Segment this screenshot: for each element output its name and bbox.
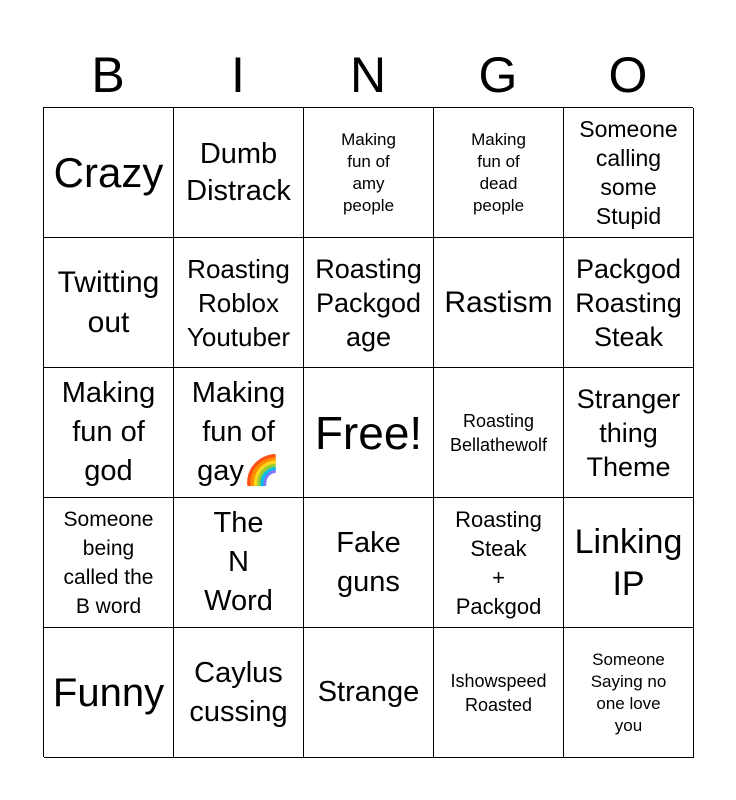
- cell-label: Fake guns: [336, 526, 401, 598]
- bingo-cell[interactable]: [434, 238, 564, 368]
- cell-label: Making fun of gay🌈: [191, 377, 286, 487]
- header-letter-g: G: [478, 47, 518, 103]
- bingo-cell[interactable]: [564, 238, 694, 368]
- cell-label: Making fun of dead people: [471, 129, 526, 215]
- cell-label: Roasting Roblox Youtuber: [186, 253, 291, 352]
- cell-label: Someone Saying no one love you: [590, 649, 667, 735]
- cell-label: Twitting out: [57, 265, 160, 339]
- bingo-cell[interactable]: [564, 498, 694, 628]
- bingo-cell[interactable]: [304, 108, 434, 238]
- cell-label: Roasting Steak + Packgod: [455, 506, 542, 619]
- bingo-cell[interactable]: [44, 108, 174, 238]
- cell-label: Making fun of god: [61, 377, 156, 487]
- bingo-cell[interactable]: [564, 628, 694, 758]
- header-letter-n: N: [349, 47, 387, 103]
- bingo-cell[interactable]: [434, 368, 564, 498]
- cell-label: Roasting Packgod age: [315, 253, 422, 352]
- cell-label: Linking IP: [574, 522, 683, 603]
- cell-label: Dumb Distrack: [186, 137, 291, 207]
- cell-label: Crazy: [53, 148, 164, 196]
- cell-label: Caylus cussing: [189, 656, 288, 728]
- cell-label: Someone calling some Stupid: [579, 115, 678, 229]
- bingo-cell[interactable]: [44, 368, 174, 498]
- bingo-header: [43, 42, 693, 108]
- header-letter-o: O: [608, 47, 648, 103]
- bingo-cell[interactable]: [44, 498, 174, 628]
- header-letter-i: I: [231, 47, 245, 103]
- bingo-cell[interactable]: [304, 238, 434, 368]
- bingo-cell[interactable]: [174, 108, 304, 238]
- bingo-cell[interactable]: [564, 108, 694, 238]
- bingo-cell[interactable]: [174, 238, 304, 368]
- bingo-cell[interactable]: [44, 628, 174, 758]
- free-space-label: Free!: [314, 406, 423, 459]
- cell-label: Someone being called the B word: [63, 507, 154, 618]
- cell-label: The N Word: [204, 507, 273, 617]
- cell-label: Strange: [317, 676, 420, 708]
- bingo-cell[interactable]: [304, 498, 434, 628]
- bingo-cell[interactable]: [174, 498, 304, 628]
- cell-label: Stranger thing Theme: [576, 383, 681, 482]
- bingo-card-grid: [43, 107, 693, 757]
- cell-label: Packgod Roasting Steak: [575, 253, 682, 352]
- cell-label: Ishowspeed Roasted: [450, 670, 547, 715]
- header-letter-b: B: [91, 47, 125, 103]
- cell-label: Rastism: [444, 285, 553, 319]
- bingo-cell[interactable]: [304, 628, 434, 758]
- bingo-cell[interactable]: [174, 368, 304, 498]
- bingo-cell[interactable]: [434, 108, 564, 238]
- cell-label: Making fun of amy people: [341, 129, 396, 215]
- cell-label: Funny: [52, 670, 165, 715]
- bingo-cell[interactable]: [564, 368, 694, 498]
- bingo-cell[interactable]: [174, 628, 304, 758]
- bingo-cell[interactable]: [434, 498, 564, 628]
- bingo-cell[interactable]: [304, 368, 434, 498]
- bingo-cell[interactable]: [434, 628, 564, 758]
- cell-label: Roasting Bellathewolf: [449, 410, 548, 455]
- bingo-cell[interactable]: [44, 238, 174, 368]
